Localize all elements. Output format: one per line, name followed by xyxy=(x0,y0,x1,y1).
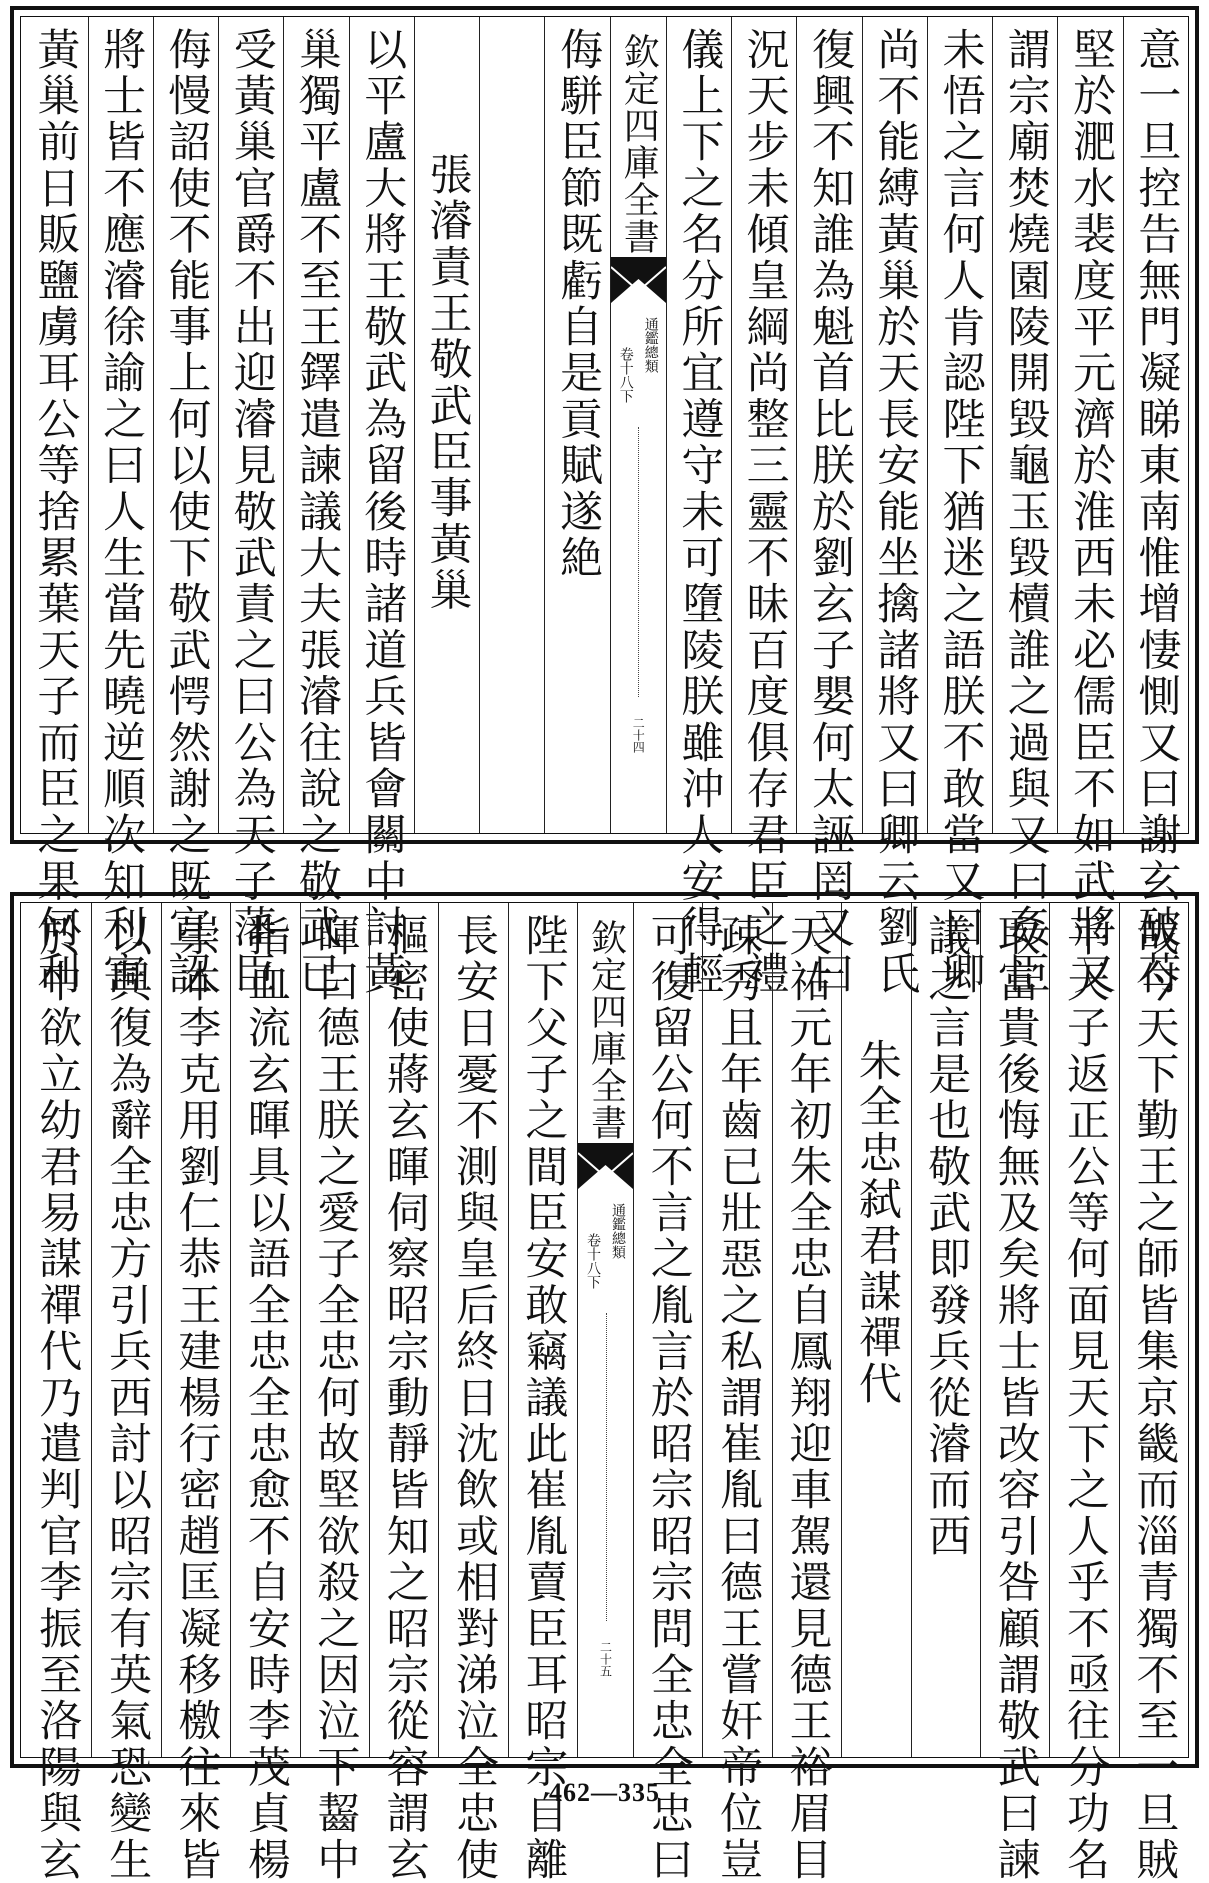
column-text: 朱全忠弑君謀禪代 xyxy=(851,1038,902,1408)
top-page-frame xyxy=(20,16,1189,998)
collection-title: 欽定四庫全書 xyxy=(618,33,660,255)
text-column xyxy=(230,903,299,1883)
column-text: 將士皆不應濬徐諭之曰人生當先曉逆順次知利害 xyxy=(96,27,147,998)
volume-label: 卷十八下 xyxy=(617,347,634,403)
column-text: 受黃巢官爵不出迎濬見敬武責之曰公為天子藩臣 xyxy=(226,27,277,998)
column-text: 侮慢詔使不能事上何以使下敬武愕然謝之既宣詔 xyxy=(161,27,212,998)
column-text: 張濬責王敬武臣事黃巢 xyxy=(422,152,473,614)
text-column xyxy=(1123,17,1188,998)
column-text: 巢獨平盧不至王鐸遣諫議大夫張濬往說之敬武已 xyxy=(291,27,342,998)
text-column xyxy=(796,17,861,998)
column-text: 長安日憂不測與皇后終日沈飲或相對涕泣全忠使 xyxy=(448,913,499,1883)
column-text: 以平盧大將王敬武為留後時諸道兵皆會關中討黃 xyxy=(357,27,408,998)
column-text: 於中欲立幼君易謀禪代乃遣判官李振至洛陽與玄 xyxy=(32,913,83,1883)
text-column xyxy=(218,17,283,998)
leaf-number: 二十五 xyxy=(598,1641,613,1677)
column-text: 以興復為辭全忠方引兵西討以昭宗有英氣恐變生 xyxy=(102,913,153,1883)
collection-title: 欽定四庫全書 xyxy=(585,919,627,1141)
column-text: 復興不知誰為魁首比朕於劉玄子嬰何太誣罔又曰 xyxy=(804,27,855,998)
text-column xyxy=(369,903,438,1883)
center-dotted-line xyxy=(606,1313,607,1621)
column-text: 暉曰德王朕之愛子全忠何故堅欲殺之因泣下齧中 xyxy=(310,913,361,1883)
column-text: 取富貴後悔無及矣將士皆改容引咎顧謂敬武曰諫 xyxy=(990,913,1041,1883)
text-column xyxy=(300,903,369,1883)
column-text: 疎秀且年齒已壯惡之私謂崔胤曰德王嘗奸帝位豈 xyxy=(713,913,764,1883)
text-column xyxy=(283,17,348,998)
column-text: 侮駢臣節既虧自是貢賦遂絶 xyxy=(553,27,604,582)
leaf-number: 二十四 xyxy=(631,717,646,753)
text-column xyxy=(772,903,841,1883)
fishtail-mark-icon xyxy=(611,257,666,305)
center-fold-column xyxy=(577,903,633,1757)
text-column xyxy=(1057,17,1122,998)
column-text: 陛下父子之間臣安敢竊議此崔胤賣臣耳昭宗自離 xyxy=(518,913,569,1883)
text-column xyxy=(153,17,218,998)
column-text: 堅於淝水裴度平元濟於淮西未必儒臣不如武將又 xyxy=(1066,27,1117,998)
section-heading-column xyxy=(414,17,479,833)
volume-label: 卷十八下 xyxy=(585,1233,601,1289)
text-column xyxy=(349,17,414,998)
column-text: 平天子返正公等何面見天下之人乎不亟往分功名 xyxy=(1059,913,1110,1883)
text-column xyxy=(544,17,609,833)
text-column xyxy=(161,903,230,1883)
column-text: 意一旦控告無門凝睇東南惟增悽惻又曰謝玄破苻 xyxy=(1131,27,1182,998)
text-column xyxy=(992,17,1057,998)
column-text: 樞密使蔣玄暉伺察昭宗動靜皆知之昭宗從容謂玄 xyxy=(379,913,430,1883)
fishtail-mark-icon xyxy=(578,1143,633,1191)
section-heading-column xyxy=(841,903,910,1757)
center-dotted-line xyxy=(638,427,639,697)
text-column xyxy=(862,17,927,998)
center-fold-column xyxy=(610,17,666,833)
column-text: 崇本李克用劉仁恭王建楊行密趙匡凝移檄往來皆 xyxy=(171,913,222,1883)
column-text: 哉今天下勤王之師皆集京畿而淄青獨不至一旦賊 xyxy=(1129,913,1180,1883)
text-column xyxy=(508,903,577,1883)
text-column xyxy=(438,903,507,1883)
text-column xyxy=(980,903,1049,1883)
text-column xyxy=(22,903,91,1883)
book-title: 通鑑總類 xyxy=(610,1203,626,1259)
column-text: 可復留公何不言之胤言於昭宗昭宗問全忠全忠曰 xyxy=(643,913,694,1883)
column-text: 尚不能縛黃巢於天長安能坐擒諸將又曰卿云劉氏 xyxy=(870,27,921,998)
text-column xyxy=(91,903,160,1883)
column-text: 指血流玄暉具以語全忠全忠愈不自安時李茂貞楊 xyxy=(240,913,291,1883)
page-number: 462—335 xyxy=(549,1778,660,1807)
text-column xyxy=(22,17,87,998)
text-column xyxy=(1119,903,1188,1883)
text-column xyxy=(702,903,771,1883)
text-column xyxy=(633,903,702,1883)
column-text: 況天步未傾皇綱尚整三靈不昧百度俱存君臣之禮 xyxy=(739,27,790,998)
top-text-columns xyxy=(21,17,1188,998)
column-text: 天祐元年初朱全忠自鳳翔迎車駕還見德王裕眉目 xyxy=(782,913,833,1883)
column-text: 黃巢前日販鹽虜耳公等捨累葉天子而臣之果何利 xyxy=(30,27,81,998)
column-text: 謂宗廟焚燒園陵開毀龜玉毀櫝誰之過與又曰姦臣 xyxy=(1000,27,1051,998)
book-title: 通鑑總類 xyxy=(642,317,659,373)
column-text: 儀上下之名分所宜遵守未可墮陵朕雖沖人安得輕 xyxy=(674,27,725,998)
column-text: 未悟之言何人肯認陛下猶迷之語朕不敢當又曰卿 xyxy=(935,27,986,998)
text-column xyxy=(88,17,153,998)
column-text: 議之言是也敬武即發兵從濬而西 xyxy=(921,913,972,1560)
text-column xyxy=(731,17,796,998)
text-column xyxy=(1049,903,1118,1883)
top-page xyxy=(10,6,1199,998)
text-column xyxy=(911,903,980,1757)
text-column xyxy=(927,17,992,998)
text-column xyxy=(666,17,731,998)
blank-column xyxy=(479,17,544,833)
